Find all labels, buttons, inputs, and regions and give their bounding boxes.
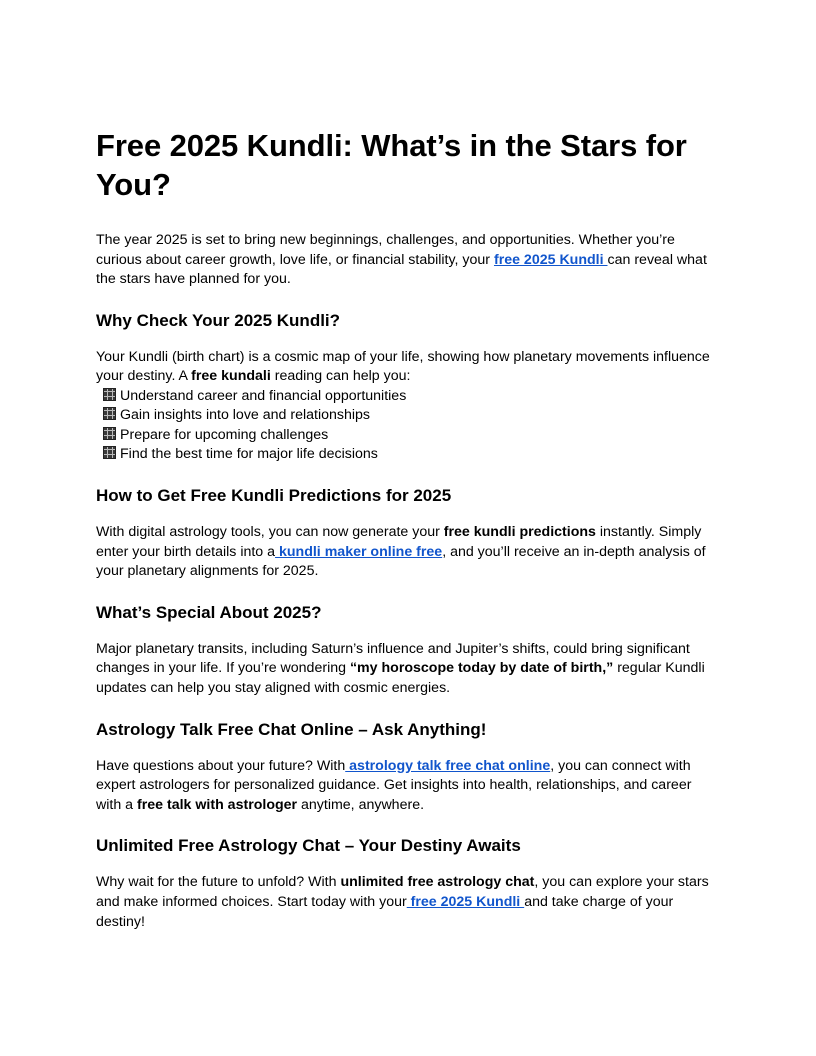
- how-text-2: instantly. Simply enter your birth details into a: [96, 523, 702, 560]
- special-text-2: regular Kundli updates can help you stay aligned with cosmic energies.: [96, 660, 705, 696]
- how-text-1: With digital astrology tools, you can now generate your: [96, 523, 444, 540]
- section-heading-unlimited: Unlimited Free Astrology Chat – Your Destiny Awaits: [96, 836, 521, 856]
- list-item-text: Prepare for upcoming challenges: [120, 426, 329, 443]
- free-kundli-link[interactable]: free 2025 Kundli: [493, 251, 608, 268]
- how-paragraph: [96, 523, 720, 582]
- how-text-3: , and you’ll receive an in-depth analysis of your planetary alignments for 2025.: [96, 543, 706, 580]
- section-heading-why: Why Check Your 2025 Kundli?: [96, 310, 341, 330]
- why-bold: free kundali: [191, 368, 271, 385]
- checkbox-square-icon: [103, 427, 116, 440]
- unlimited-text-1: Why wait for the future to unfold? With: [96, 874, 341, 891]
- page-title: Free 2025 Kundli: What’s in the Stars for You?: [96, 128, 687, 202]
- document-page: [96, 126, 720, 952]
- list-item-text: Gain insights into love and relationships: [120, 407, 371, 424]
- list-item: [96, 426, 720, 446]
- unlimited-paragraph: [96, 873, 720, 932]
- chat-text-3: anytime, anywhere.: [297, 796, 425, 813]
- unlimited-bold: unlimited free astrology chat: [340, 874, 535, 891]
- why-text-2: reading can help you:: [270, 368, 411, 385]
- checkbox-square-icon: [103, 446, 116, 459]
- list-item-text: Find the best time for major life decisions: [120, 446, 378, 463]
- special-paragraph: [96, 640, 720, 699]
- checkbox-square-icon: [103, 407, 116, 420]
- checkbox-square-icon: [103, 388, 116, 401]
- free-kundli-link-2[interactable]: free 2025 Kundli: [406, 893, 525, 910]
- chat-bold: free talk with astrologer: [137, 796, 298, 813]
- intro-paragraph: [96, 231, 720, 290]
- special-text-1: Major planetary transits, including Saturn’s influence and Jupiter’s shifts, could bring significant changes in your life. If you’re wondering: [96, 640, 690, 677]
- list-item-text: Understand career and financial opportunities: [120, 387, 407, 404]
- section-heading-chat: Astrology Talk Free Chat Online – Ask Anything!: [96, 719, 487, 739]
- chat-paragraph: [96, 757, 720, 816]
- chat-text-1: Have questions about your future? With: [96, 757, 346, 774]
- unlimited-text-2: , you can explore your stars and make informed choices. Start today with your: [96, 874, 709, 910]
- kundli-maker-link[interactable]: kundli maker online free: [275, 543, 443, 560]
- astrology-chat-link[interactable]: astrology talk free chat online: [345, 757, 551, 774]
- list-item: [96, 406, 720, 426]
- list-item: [96, 387, 720, 407]
- intro-text-1: The year 2025 is set to bring new beginnings, challenges, and opportunities. Whether you’re curious about career growth, love life, or financial stability, your: [96, 232, 675, 268]
- special-bold: “my horoscope today by date of birth,”: [349, 660, 614, 677]
- how-bold: free kundli predictions: [443, 523, 596, 540]
- why-paragraph: [96, 348, 720, 465]
- list-item: [96, 445, 720, 465]
- unlimited-text-3: and take charge of your destiny!: [96, 893, 674, 930]
- intro-text-2: can reveal what the stars have planned for you.: [96, 251, 707, 288]
- section-heading-special: What’s Special About 2025?: [96, 602, 322, 622]
- why-text-1: Your Kundli (birth chart) is a cosmic map of your life, showing how planetary movements influence your destiny. A: [96, 348, 710, 385]
- chat-text-2: , you can connect with expert astrologers for personalized guidance. Get insights into health, relationships, and career with a: [96, 757, 692, 813]
- section-heading-how: How to Get Free Kundli Predictions for 2025: [96, 485, 452, 505]
